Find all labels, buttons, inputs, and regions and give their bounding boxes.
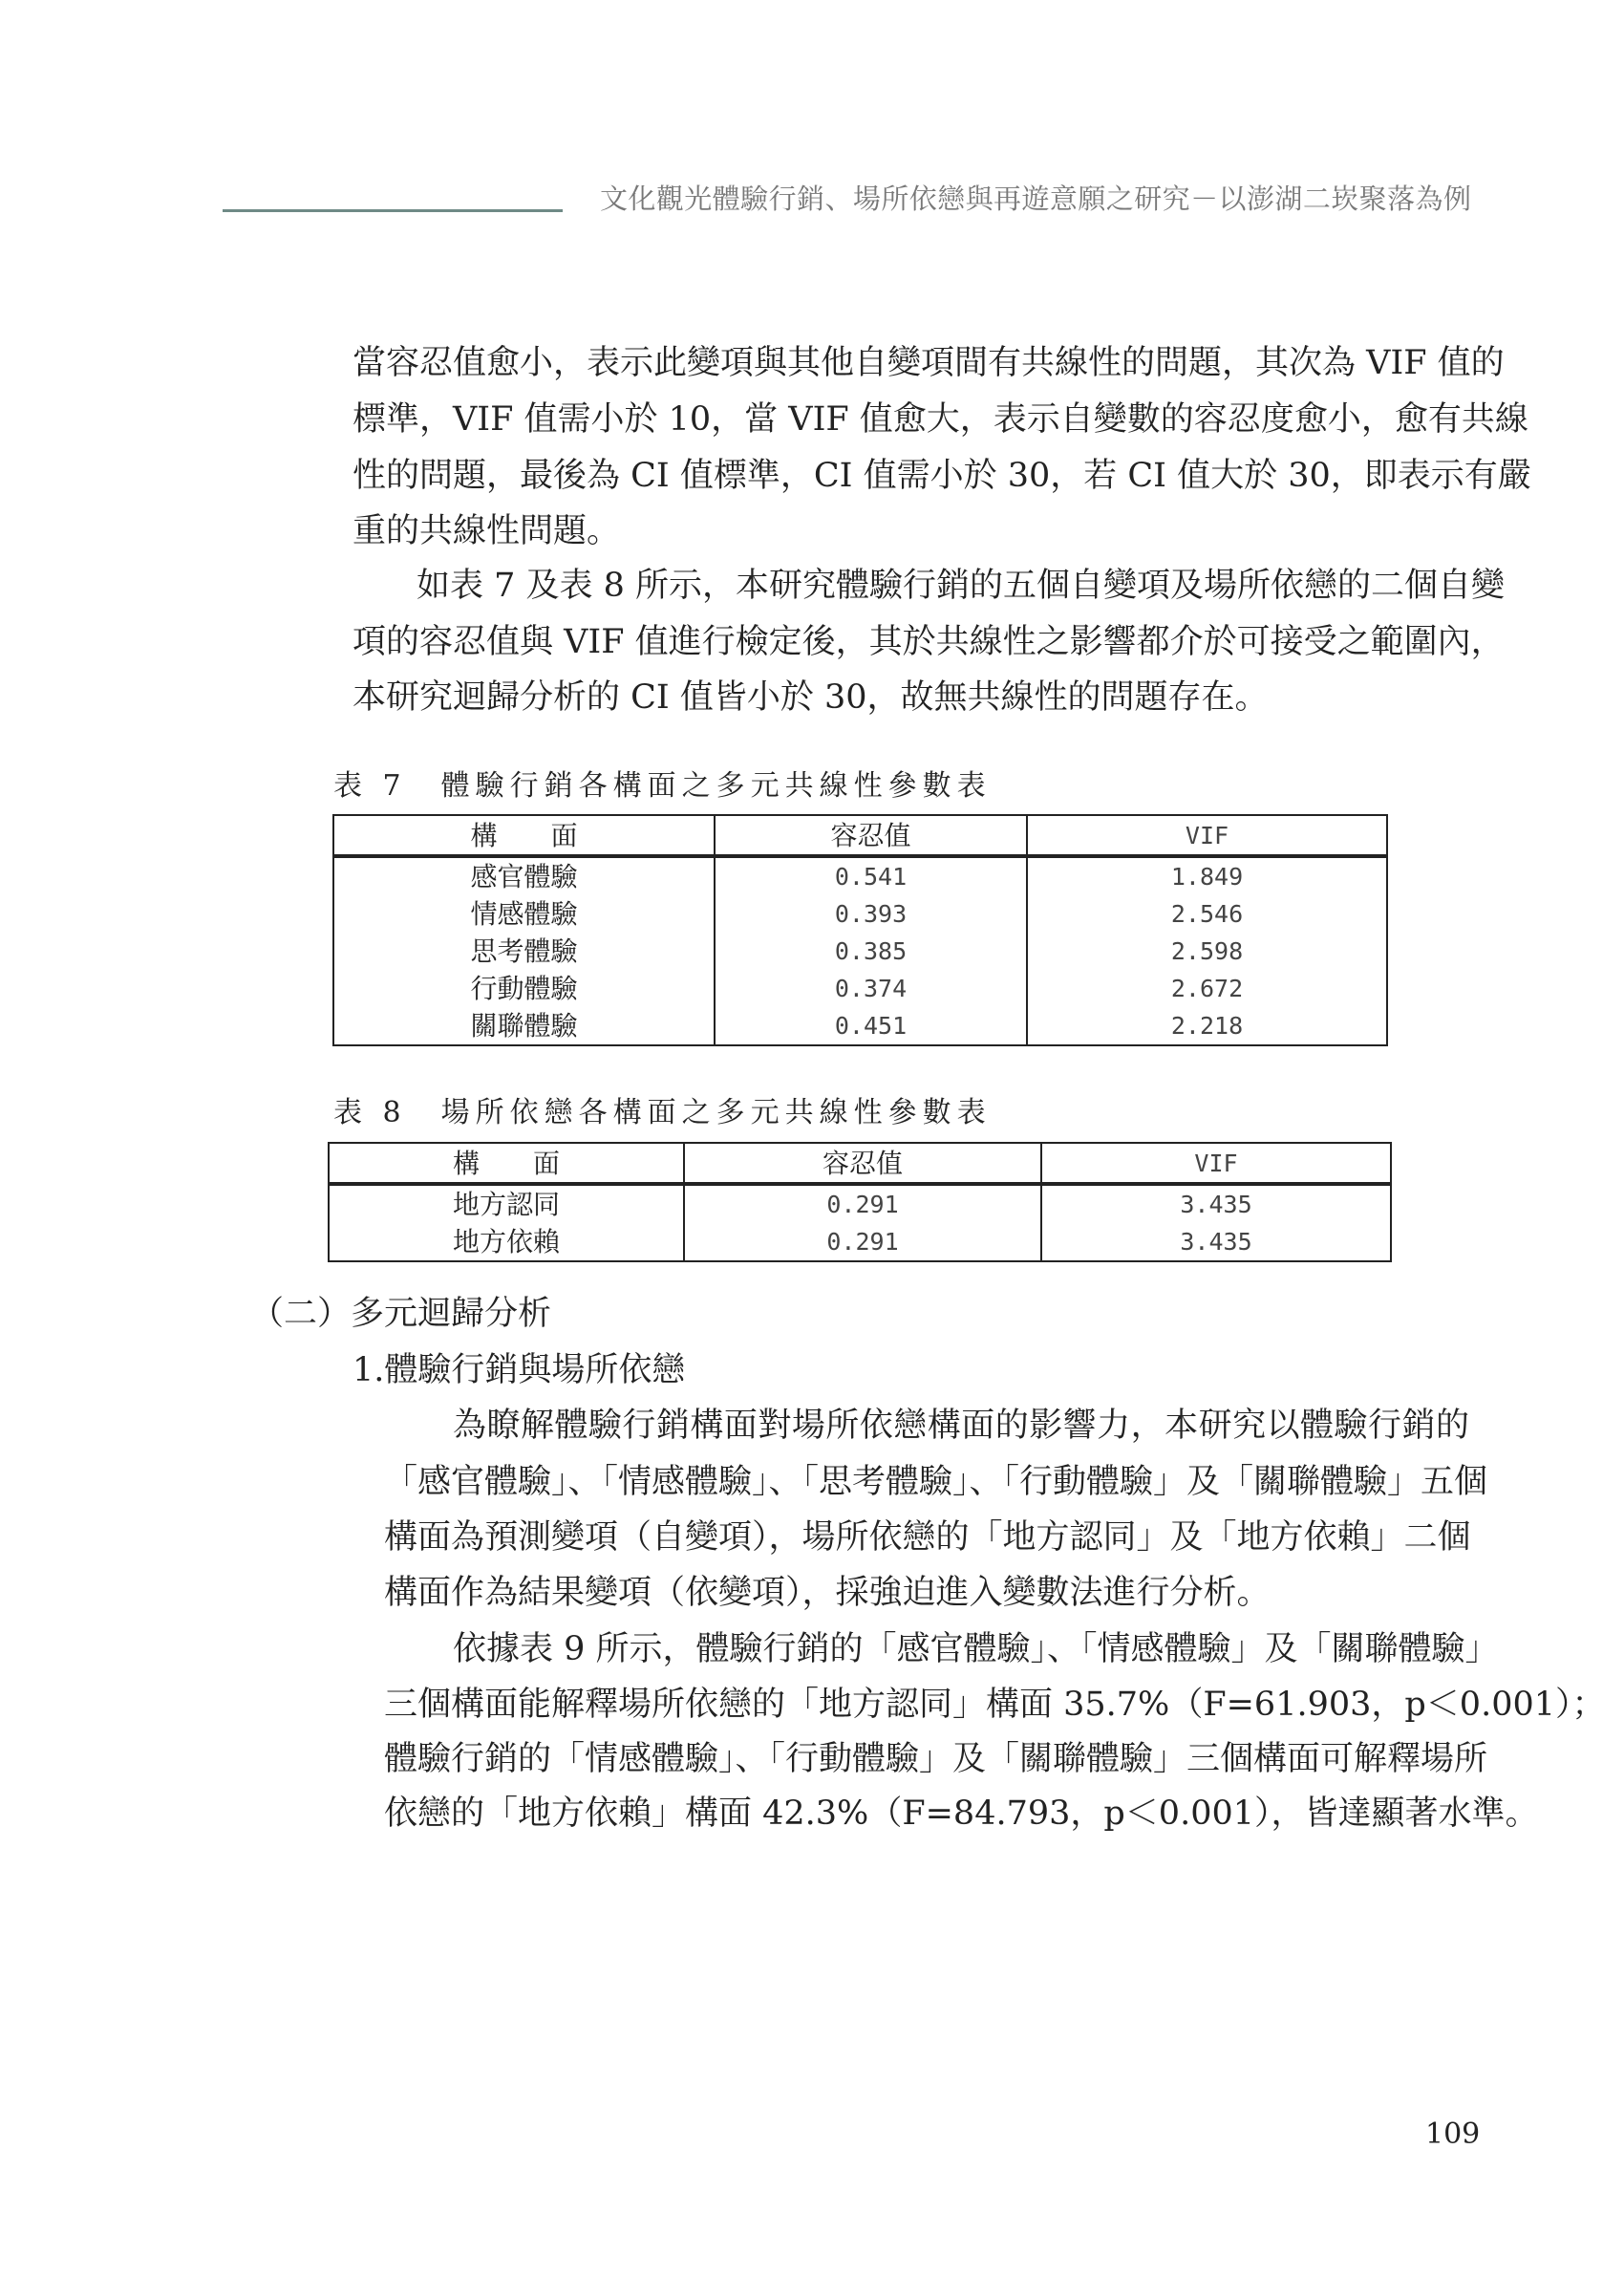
table-header-row (329, 1143, 1391, 1184)
column-header: 容忍值 (684, 1143, 1041, 1184)
text-line: 為瞭解體驗行銷構面對場所依戀構面的影響力，本研究以體驗行銷的 (453, 1407, 1469, 1445)
table-row (329, 1184, 1391, 1223)
table8-caption: 表 8 場所依戀各構面之多元共線性參數表 (333, 1096, 992, 1129)
subsection-heading: 1.體驗行銷與場所依戀 (353, 1351, 686, 1389)
table8 (328, 1142, 1392, 1262)
table-row (333, 895, 1387, 933)
text-line: 體驗行銷的「情感體驗」、「行動體驗」及「關聯體驗」三個構面可解釋場所 (384, 1740, 1488, 1778)
table-row (333, 970, 1387, 1007)
section-heading: （二）多元迴歸分析 (250, 1295, 552, 1333)
cell: 0.451 (715, 1007, 1027, 1045)
cell: 2.546 (1027, 895, 1387, 933)
column-header: VIF (1041, 1143, 1391, 1184)
text-line: 項的容忍值與 VIF 值進行檢定後，其於共線性之影響都介於可接受之範圍內， (353, 623, 1505, 661)
column-header: 構 面 (329, 1143, 684, 1184)
cell: 2.672 (1027, 970, 1387, 1007)
cell: 行動體驗 (333, 970, 715, 1007)
text-line: 重的共線性問題。 (353, 512, 621, 550)
table7-caption: 表 7 體驗行銷各構面之多元共線性參數表 (333, 769, 992, 803)
cell: 地方認同 (329, 1184, 684, 1223)
header-rule (223, 209, 563, 212)
page-number: 109 (1425, 2117, 1481, 2151)
text-line: 依戀的「地方依賴」構面 42.3%（F=84.793，p＜0.001），皆達顯著水準。 (384, 1794, 1539, 1833)
cell: 3.435 (1041, 1184, 1391, 1223)
table-row (333, 856, 1387, 895)
running-title: 文化觀光體驗行銷、場所依戀與再遊意願之研究－以澎湖二崁聚落為例 (600, 183, 1471, 215)
text-line: 標準，VIF 值需小於 10，當 VIF 值愈大，表示自變數的容忍度愈小，愈有共線 (353, 400, 1528, 439)
cell: 0.291 (684, 1223, 1041, 1261)
cell: 0.393 (715, 895, 1027, 933)
text-line: 構面作為結果變項（依變項），採強迫進入變數法進行分析。 (384, 1574, 1271, 1612)
cell: 0.385 (715, 933, 1027, 970)
cell: 3.435 (1041, 1223, 1391, 1261)
cell: 2.598 (1027, 933, 1387, 970)
cell: 0.541 (715, 856, 1027, 895)
table7 (332, 814, 1388, 1046)
cell: 感官體驗 (333, 856, 715, 895)
column-header: 構 面 (333, 815, 715, 856)
table-row (329, 1223, 1391, 1261)
cell: 情感體驗 (333, 895, 715, 933)
table-row (333, 933, 1387, 970)
cell: 1.849 (1027, 856, 1387, 895)
text-line: 當容忍值愈小，表示此變項與其他自變項間有共線性的問題，其次為 VIF 值的 (353, 344, 1505, 382)
text-line: 三個構面能解釋場所依戀的「地方認同」構面 35.7%（F=61.903，p＜0.001）； (384, 1686, 1606, 1724)
column-header: 容忍值 (715, 815, 1027, 856)
text-line: 性的問題，最後為 CI 值標準，CI 值需小於 30，若 CI 值大於 30，即表示有嚴 (353, 457, 1531, 495)
text-line: 「感官體驗」、「情感體驗」、「思考體驗」、「行動體驗」及「關聯體驗」五個 (384, 1463, 1488, 1501)
cell: 地方依賴 (329, 1223, 684, 1261)
text-line: 如表 7 及表 8 所示，本研究體驗行銷的五個自變項及場所依戀的二個自變 (417, 567, 1506, 605)
column-header: VIF (1027, 815, 1387, 856)
text-line: 依據表 9 所示，體驗行銷的「感官體驗」、「情感體驗」及「關聯體驗」 (453, 1630, 1499, 1668)
cell: 2.218 (1027, 1007, 1387, 1045)
cell: 0.374 (715, 970, 1027, 1007)
table-header-row (333, 815, 1387, 856)
cell: 0.291 (684, 1184, 1041, 1223)
text-line: 構面為預測變項（自變項），場所依戀的「地方認同」及「地方依賴」二個 (384, 1518, 1471, 1557)
table-row (333, 1007, 1387, 1045)
cell: 思考體驗 (333, 933, 715, 970)
cell: 關聯體驗 (333, 1007, 715, 1045)
text-line: 本研究迴歸分析的 CI 值皆小於 30，故無共線性的問題存在。 (353, 678, 1269, 717)
